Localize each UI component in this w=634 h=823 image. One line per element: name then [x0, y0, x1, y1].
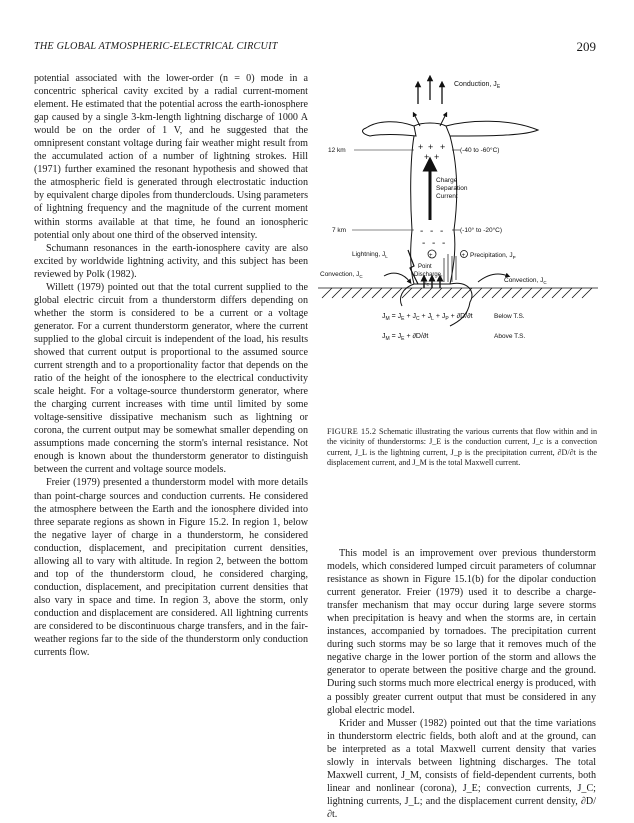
- svg-text:JM = JE + ∂D/∂t: $J_M = J_E + \partial D/\partial t$: [382, 333, 429, 342]
- svg-text:-: -: [432, 238, 436, 249]
- figure-caption: [327, 427, 597, 468]
- running-title: THE GLOBAL ATMOSPHERIC-ELECTRICAL CIRCUIT: [34, 41, 278, 52]
- label-conduction-top: Conduction, $J_E$: [454, 81, 501, 90]
- paragraph: Willett (1979) pointed out that the total current supplied to the global electric circuit from a thunderstorm differs depending on whether the storm is considered to be a current or a voltage generator. For a current thunderstorm generator, where the current supplied to the global circuit is independent of the load, his results showed that current output is proportional to the assumed source current strength and to a proportionality factor that depends on the ratio of the height of the ionosphere to the electrical conductivity scale height. For a voltage-source thunderstorm generator, where the charging current increases with time until limited by some voltage-sensitive dissipative mechanism such as lightning or corona, the current output may be somewhat smaller depending on assumptions made concerning the storm's internal resistance. Not enough is known about the thunderstorm generator to distinguish between the current and voltage source models.: [34, 281, 308, 476]
- svg-text:+: +: [440, 142, 446, 152]
- left-column: [34, 72, 308, 659]
- thunderstorm-schematic: [318, 70, 602, 390]
- svg-text:-: -: [442, 238, 446, 249]
- svg-text:+: +: [429, 253, 433, 259]
- paragraph: This model is an improvement over previous thunderstorm models, which considered lumped circuit parameters of columnar resistance as shown in Figure 15.1(b) for the dipolar conduction current generator. Freier (1979) used it to describe a charge-transfer mechanism that may occur during large severe storms when precipitation is heavy and when the storms are, in certain instances, accompanied by tornadoes. The precipitation current during such storms may be so large that it removes much of the negative charge in the lower portion of the storm and allows the generator to operate between the positive charge and the ground. During such storms much more electrical energy is produced, with a possibly greater current output that must be considered in any global electric model.: [327, 548, 596, 716]
- page-number: 209: [576, 39, 596, 54]
- label-temp-upper: (-40 to -60°C): [460, 147, 500, 154]
- caption-text: Schematic illustrating the various currents that flow within and in the vicinity of thunderstorms: J_E is the conduction current, J_c is a convection current, J_L is the lightning current, J_p is the precipitation current, ∂D/∂t is the displacement current, and J_M is the total Maxwell current.: [327, 427, 598, 467]
- svg-text:+: +: [461, 253, 466, 259]
- label-precipitation: Precipitation, $J_P$: [470, 252, 516, 260]
- label-above-ts: Above T.S.: [494, 333, 526, 340]
- svg-text:-: -: [440, 226, 444, 237]
- paragraph: Schumann resonances in the earth-ionosphere cavity are also excited by worldwide lightning activity, and this subject has been reviewed by Polk (1982).: [34, 242, 308, 280]
- maxwell-equations: [382, 313, 473, 342]
- label-lightning: Lightning, $J_L$: [352, 251, 388, 259]
- svg-text:+: +: [418, 142, 424, 152]
- label-convection-left: Convection, $J_C$: [320, 271, 363, 279]
- conduction-arrows: [418, 78, 442, 104]
- label-convection-right: Convection, $J_C$: [504, 277, 547, 285]
- svg-text:+: +: [434, 152, 440, 162]
- label-point-discharge: Point Discharge,: [414, 264, 443, 278]
- svg-text:-: -: [430, 226, 434, 237]
- label-below-ts: Below T.S.: [494, 313, 525, 320]
- ground-surface: [318, 288, 598, 298]
- paragraph: Freier (1979) presented a thunderstorm model with more details than point-charge sources and conduction currents. He considered the atmosphere between the Earth and the ionosphere divided into three separate regions as shown in Figure 15.2. In region 1, below the negative layer of charge in a thunderstorm, he considered conduction, displacement, and precipitation current densities, allowing all to vary with altitude. In region 2, between the bottom and top of the thunderstorm cloud, he considered charging, conduction, displacement, and precipitation current densities that also vary in space and time. In region 3, above the storm, only conduction and displacement are considered. All lightning currents are considered to be discontinuous charge transfers, and in the fair-weather regions far to the side of the thunderstorm only conduction currents flow.: [34, 477, 308, 659]
- page-header: [34, 41, 596, 57]
- label-12km: 12 km: [328, 147, 346, 154]
- negative-charge-region: [420, 226, 445, 249]
- right-column: [327, 547, 596, 821]
- svg-text:+: +: [424, 152, 430, 162]
- paragraph: potential associated with the lower-order (n = 0) mode in a concentric spherical cavity excited by a radial current-moment element. He estimated that the potential across the earth-ionosphere gap caused by a single 3-km-length lightning discharge of 1000 A would be on the order of 1 V, and he suggested that the omnipresent constant voltage during fair weather might result from the accumulated action of a number of lightning strokes. Hill (1971) further examined the resonant hypothesis and showed that the atmospheric field is generated through electrostatic induction by equivalent charge dipoles from thunderclouds. Using parameters of lightning frequency and the magnitude of the current moment within storms available at that time, he found an ionospheric potential only about one third of the observed intensity.: [34, 73, 308, 241]
- svg-text:-: -: [422, 238, 426, 249]
- storm-anvil: [363, 122, 416, 136]
- svg-text:-: -: [420, 226, 424, 237]
- svg-text:JM = JE + JC + JL + JP + ∂D/∂t: $J_M = J_E + J_C + J_L + J_P + \partial D/\partial t$: [382, 313, 473, 322]
- svg-text:+: +: [428, 142, 434, 152]
- label-temp-lower: (-10° to -20°C): [460, 227, 503, 234]
- label-7km: 7 km: [332, 227, 347, 234]
- figure-15-2: [318, 70, 602, 390]
- svg-text:JE: $J_E$: [424, 280, 430, 287]
- label-charge-separation: Charge Separation Current: [436, 177, 468, 200]
- paragraph: Krider and Musser (1982) pointed out that the time variations in thunderstorm electric fields, both aloft and at the ground, can be interpreted as a total Maxwell current density that varies slowly in intervals between lightning discharges. The total Maxwell current, J_M, consists of field-dependent currents, both linear and nonlinear (corona), J_E; convection currents, J_C; lightning currents, J_L; and the displacement current density, ∂D/∂t.: [327, 717, 596, 820]
- caption-label: FIGURE 15.2: [327, 427, 377, 436]
- positive-charge-region: [418, 142, 445, 162]
